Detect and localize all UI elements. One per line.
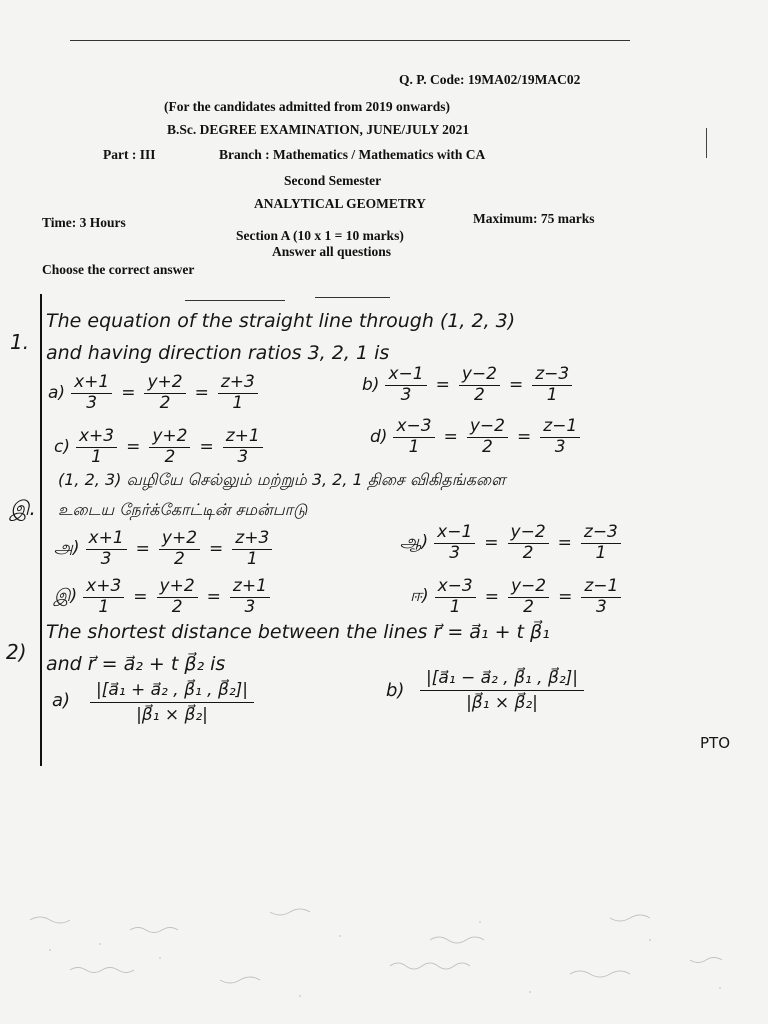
question-1-line-1: The equation of the straight line through (1, 2, 3) — [46, 310, 516, 332]
fraction-numerator: z+1 — [223, 428, 263, 448]
qp-code: Q. P. Code: 19MA02/19MAC02 — [399, 72, 581, 87]
fraction-numerator: |[a⃗₁ − a⃗₂ , β⃗₁ , β⃗₂]| — [420, 668, 584, 691]
fraction-denominator: 1 — [98, 596, 110, 617]
fraction-denominator: 1 — [595, 542, 607, 563]
subject-title: ANALYTICAL GEOMETRY — [254, 196, 426, 211]
question-1-tamil-option-a: அ) $\frac{x+1}{3}$ = $\frac{y+2}{2}$ = $\frac{z+3}{1}$ — [54, 530, 272, 569]
exam-title: B.Sc. DEGREE EXAMINATION, JUNE/JULY 2021 — [167, 122, 470, 137]
fraction-numerator: x−3 — [435, 578, 476, 598]
fraction-numerator: z+1 — [230, 578, 270, 598]
question-2-option-a — [90, 680, 254, 725]
fraction-denominator: 3 — [100, 548, 112, 569]
margin-mark — [706, 128, 707, 158]
option-label: ஆ) — [400, 532, 429, 553]
question-2-option-b — [420, 668, 584, 713]
section-label: Section A (10 x 1 = 10 marks) — [236, 228, 404, 243]
question-1-tamil-option-c: இ) $\frac{x+3}{1}$ = $\frac{y+2}{2}$ = $\frac{z+1}{3}$ — [54, 578, 270, 617]
question-1-tamil-option-d: ஈ) $\frac{x-3}{1}$ = $\frac{y-2}{2}$ = $\frac{z-1}{3}$ — [410, 578, 621, 617]
fraction-denominator: 1 — [91, 446, 102, 467]
fraction-numerator: x+1 — [71, 374, 112, 394]
max-marks: Maximum: 75 marks — [473, 211, 595, 226]
fraction-numerator: z−3 — [581, 524, 621, 544]
fraction-denominator: 1 — [546, 384, 558, 405]
question-1-tamil-option-b: ஆ) $\frac{x-1}{3}$ = $\frac{y-2}{2}$ = $\frac{z-3}{1}$ — [400, 524, 621, 563]
question-1-tamil-line-2: உடைய நேர்க்கோட்டின் சமன்பாடு — [58, 500, 308, 519]
fraction-numerator: z−1 — [581, 578, 621, 598]
fraction-denominator: 2 — [164, 446, 176, 467]
fraction-numerator: y+2 — [149, 428, 190, 448]
fraction-denominator: 3 — [554, 436, 566, 457]
fraction-denominator: 2 — [159, 392, 171, 413]
fraction-denominator: 3 — [595, 596, 607, 617]
part-label: Part : III — [103, 147, 156, 162]
question-1-number: 1. — [10, 330, 30, 354]
fraction-denominator: 2 — [174, 548, 185, 569]
fraction-numerator: x−3 — [393, 418, 434, 438]
branch-label: Branch : Mathematics / Mathematics with CA — [219, 147, 486, 162]
pto-note: PTO — [700, 734, 731, 752]
fraction-numerator: y+2 — [157, 578, 198, 598]
option-label: a) — [48, 383, 66, 404]
fraction-numerator: x+3 — [83, 578, 124, 598]
fraction-denominator: 1 — [449, 596, 461, 617]
fraction-numerator: z−3 — [532, 366, 572, 386]
question-1-option-d: d) $\frac{x-3}{1}$ = $\frac{y-2}{2}$ = $\frac{z-1}{3}$ — [370, 418, 580, 457]
fraction-numerator: y+2 — [159, 530, 200, 550]
fraction-numerator: y−2 — [508, 524, 549, 544]
fraction-numerator: x−1 — [434, 524, 475, 544]
answer-all-label: Answer all questions — [272, 244, 392, 259]
fraction-denominator: 2 — [481, 436, 493, 457]
question-1-option-c: c) $\frac{x+3}{1}$ = $\frac{y+2}{2}$ = $\frac{z+1}{3}$ — [54, 428, 263, 467]
fraction-denominator: 3 — [449, 542, 461, 563]
fraction-denominator: 1 — [246, 548, 258, 569]
semester-label: Second Semester — [284, 173, 382, 188]
fraction-denominator: 3 — [244, 596, 256, 617]
scan-bleed-through — [10, 900, 760, 1010]
fraction-denominator: |β⃗₁ × β⃗₂| — [466, 693, 538, 713]
fraction-denominator: 3 — [400, 384, 412, 405]
question-1-tamil-line-1: (1, 2, 3) வழியே செல்லும் மற்றும் 3, 2, 1 திசை விகிதங்களை — [58, 470, 506, 489]
fraction-numerator: z+3 — [232, 530, 272, 550]
fraction-numerator: |[a⃗₁ + a⃗₂ , β⃗₁ , β⃗₂]| — [90, 680, 254, 703]
fraction-numerator: y+2 — [144, 374, 185, 394]
time-label: Time: 3 Hours — [42, 215, 126, 230]
fraction-denominator: 1 — [232, 392, 244, 413]
pen-stroke — [185, 300, 285, 301]
fraction-denominator: 3 — [237, 446, 249, 467]
option-label: b) — [362, 375, 380, 396]
instruction-label: Choose the correct answer — [42, 262, 195, 277]
question-2-line-2: and r⃗ = a⃗₂ + t β⃗₂ is — [46, 653, 226, 675]
fraction-denominator: 2 — [522, 542, 534, 563]
question-2-option-a-label: a) — [52, 690, 71, 711]
fraction-denominator: 2 — [523, 596, 534, 617]
fraction-denominator: 3 — [86, 392, 98, 413]
fraction-numerator: x−1 — [385, 366, 426, 386]
question-2-number: 2) — [6, 640, 27, 664]
question-1-tamil-number: இ. — [10, 496, 36, 520]
question-1-option-b: b) $\frac{x-1}{3}$ = $\frac{y-2}{2}$ = $\frac{z-3}{1}$ — [362, 366, 572, 405]
question-2-option-b-label: b) — [386, 680, 405, 701]
fraction-denominator: 2 — [473, 384, 485, 405]
option-label: இ) — [54, 586, 78, 607]
option-label: c) — [54, 437, 70, 458]
option-label: ஈ) — [410, 586, 429, 607]
question-1-line-2: and having direction ratios 3, 2, 1 is — [46, 342, 390, 364]
fraction-numerator: x+3 — [76, 428, 117, 448]
fraction-denominator: 2 — [171, 596, 183, 617]
fraction-denominator: |β⃗₁ × β⃗₂| — [136, 705, 208, 725]
option-label: d) — [370, 427, 388, 448]
fraction-numerator: x+1 — [86, 530, 127, 550]
admission-note: (For the candidates admitted from 2019 onwards) — [164, 99, 450, 114]
option-label: அ) — [54, 538, 80, 559]
fraction-numerator: y−2 — [459, 366, 500, 386]
fraction-numerator: y−2 — [467, 418, 508, 438]
fraction-numerator: z+3 — [218, 374, 258, 394]
fraction-numerator: y−2 — [508, 578, 549, 598]
question-2-line-1: The shortest distance between the lines r⃗ = a⃗₁ + t β⃗₁ — [46, 621, 550, 643]
fraction-numerator: z−1 — [540, 418, 580, 438]
top-rule — [70, 40, 630, 41]
handwritten-margin-line — [40, 294, 42, 766]
question-1-option-a: a) $\frac{x+1}{3}$ = $\frac{y+2}{2}$ = $\frac{z+3}{1}$ — [48, 374, 258, 413]
pen-stroke — [315, 297, 390, 298]
fraction-denominator: 1 — [408, 436, 420, 457]
